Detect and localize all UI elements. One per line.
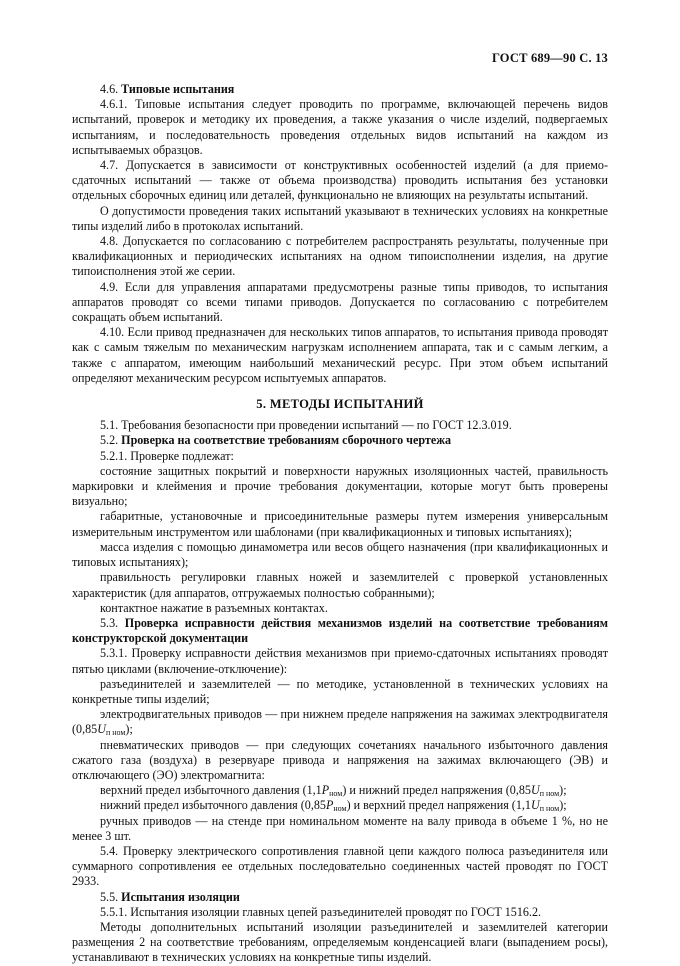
section-5-heading: 5. МЕТОДЫ ИСПЫТАНИЙ <box>256 397 424 412</box>
list-item <box>72 707 608 737</box>
clause-number: 4.6. <box>100 82 119 96</box>
list-subitem <box>72 798 608 813</box>
voltage-symbol: U <box>530 783 540 798</box>
clause-5-3-1: 5.3.1. Проверку исправности действия механизмов при приемо-сдаточных испытаниях проводят пятью циклами (включение-отключение): <box>72 646 608 676</box>
list-item: масса изделия с помощью динамометра или весов общего назначения (при квалификационных и типовых испытаниях); <box>72 539 608 570</box>
clause-5-2-1: 5.2.1. Проверке подлежат: <box>100 448 234 463</box>
voltage-subscript: п ном <box>539 789 560 799</box>
pressure-symbol: P <box>325 798 334 813</box>
page-header: ГОСТ 689—90 С. 13 <box>491 51 608 65</box>
clause-4-10: 4.10. Если привод предназначен для нескольких типов аппаратов, то испытания привода проводят как с самым тяжелым по механическим нагрузкам исполнением аппарата, так и с самым легким, а также с аппаратом, имеющим наибольший механический ресурс. При этом объем испытаний определяют механическим ресурсом испытуемых аппаратов. <box>72 325 608 385</box>
list-item: правильность регулировки главных ножей и заземлителей с проверкой установленных характеристик (для аппаратов, отгружаемых полностью собранными); <box>72 570 608 600</box>
item-text: ) и нижний предел напряжения (0,85 <box>342 783 531 798</box>
list-item: габаритные, установочные и присоединительные размеры путем измерения универсальным измерительным инструментом или шаблонами (при квалификационных и типовых испытаниях); <box>72 509 608 539</box>
pressure-subscript: ном <box>333 804 347 814</box>
item-text: ); <box>125 722 133 737</box>
item-text: ); <box>559 783 567 798</box>
item-text: нижний предел избыточного давления (0,85 <box>100 798 326 813</box>
clause-5-2-heading <box>72 433 608 448</box>
voltage-subscript: п ном <box>105 728 126 738</box>
voltage-symbol: U <box>97 722 106 737</box>
list-item: разъединителей и заземлителей — по методике, установленной в технических условиях на конкретные типы изделий; <box>72 676 608 706</box>
clause-title: Типовые испытания <box>121 82 235 96</box>
document-body <box>72 82 608 966</box>
voltage-subscript: п ном <box>539 804 560 814</box>
clause-number: 5.2. <box>100 433 119 448</box>
list-item: состояние защитных покрытий и поверхности наружных изоляционных частей, правильность маркировки и клеймения и прочие требования документации, которые могут быть проверены визуально; <box>72 463 608 509</box>
item-text: ) и верхний предел напряжения (1,1 <box>346 798 531 813</box>
clause-5-4: 5.4. Проверку электрического сопротивления главной цепи каждого полюса разъединителя или суммарного сопротивления ее отдельных последовательно соединенных частей проводят по ГОСТ 2933. <box>72 843 608 889</box>
clause-4-6-1: 4.6.1. Типовые испытания следует проводить по программе, включающей перечень видов испытаний, проверок и методику их проведения, а также указания о числе изделий, подвергаемых испытаниям, и последовательность проведения отдельных видов испытаний на каждом из испытываемых образцов. <box>72 97 608 157</box>
clause-5-1: 5.1. Требования безопасности при проведении испытаний — по ГОСТ 12.3.019. <box>100 418 512 433</box>
clause-5-5-1-methods: Методы дополнительных испытаний изоляции разъединителей и заземлителей категории размещения 2 на соответствие требованиям, определяемым конденсацией влаги (выпадением росы), устанавливают в технических условиях на конкретные типы изделий. <box>72 919 608 965</box>
item-text: верхний предел избыточного давления (1,1 <box>100 783 322 798</box>
clause-4-9: 4.9. Если для управления аппаратами предусмотрены разные типы приводов, то испытания аппаратов проводят со всеми типами приводов. Допускается по согласованию с потребителем сокращать объем испытаний. <box>72 279 608 325</box>
list-item: контактное нажатие в разъемных контактах. <box>100 600 328 615</box>
clause-4-8: 4.8. Допускается по согласованию с потребителем распространять результаты, полученные при квалификационных и периодических испытаниях на одном типоисполнении изделия, на другие типоисполнения этой же серии. <box>72 234 608 279</box>
list-item: пневматических приводов — при следующих сочетаниях начального избыточного давления сжатого газа (воздуха) в резервуаре привода и напряжения на зажимах включающего (ЭВ) и отключающего (ЭО) электромагнита: <box>72 737 608 782</box>
clause-5-3-heading <box>72 616 608 646</box>
clause-title: Испытания изоляции <box>121 889 240 904</box>
list-item: ручных приводов — на стенде при номинальном моменте на валу привода в объеме 1 %, но не менее 3 шт. <box>72 813 608 843</box>
pressure-symbol: P <box>321 783 330 798</box>
clause-4-7-note: О допустимости проведения таких испытаний указывают в технических условиях на конкретные типы изделий либо в протоколах испытаний. <box>72 203 608 233</box>
item-text: ); <box>559 798 567 813</box>
pressure-subscript: ном <box>329 789 343 799</box>
list-subitem <box>72 783 608 798</box>
clause-4-6-heading <box>72 82 608 97</box>
clause-4-7: 4.7. Допускается в зависимости от конструктивных особенностей изделий (а для приемо-сдаточных испытаний — также от объема производства) проводить испытания без установки отдельных сборочных единиц или деталей, функционально не влияющих на результаты испытаний. <box>72 158 608 203</box>
clause-5-5-1: 5.5.1. Испытания изоляции главных цепей разъединителей проводят по ГОСТ 1516.2. <box>100 904 542 919</box>
clause-number: 5.3. <box>100 615 119 630</box>
clause-5-5-heading <box>72 890 608 905</box>
clause-title: Проверка на соответствие требованиям сборочного чертежа <box>121 433 452 448</box>
item-text: электродвигательных приводов — при нижнем пределе напряжения на зажимах электродвигателя (0,85 <box>72 707 608 737</box>
voltage-symbol: U <box>530 798 540 813</box>
clause-number: 5.5. <box>100 889 119 904</box>
clause-title: Проверка исправности действия механизмов изделий на соответствие требованиям конструкторской документации <box>72 615 608 646</box>
